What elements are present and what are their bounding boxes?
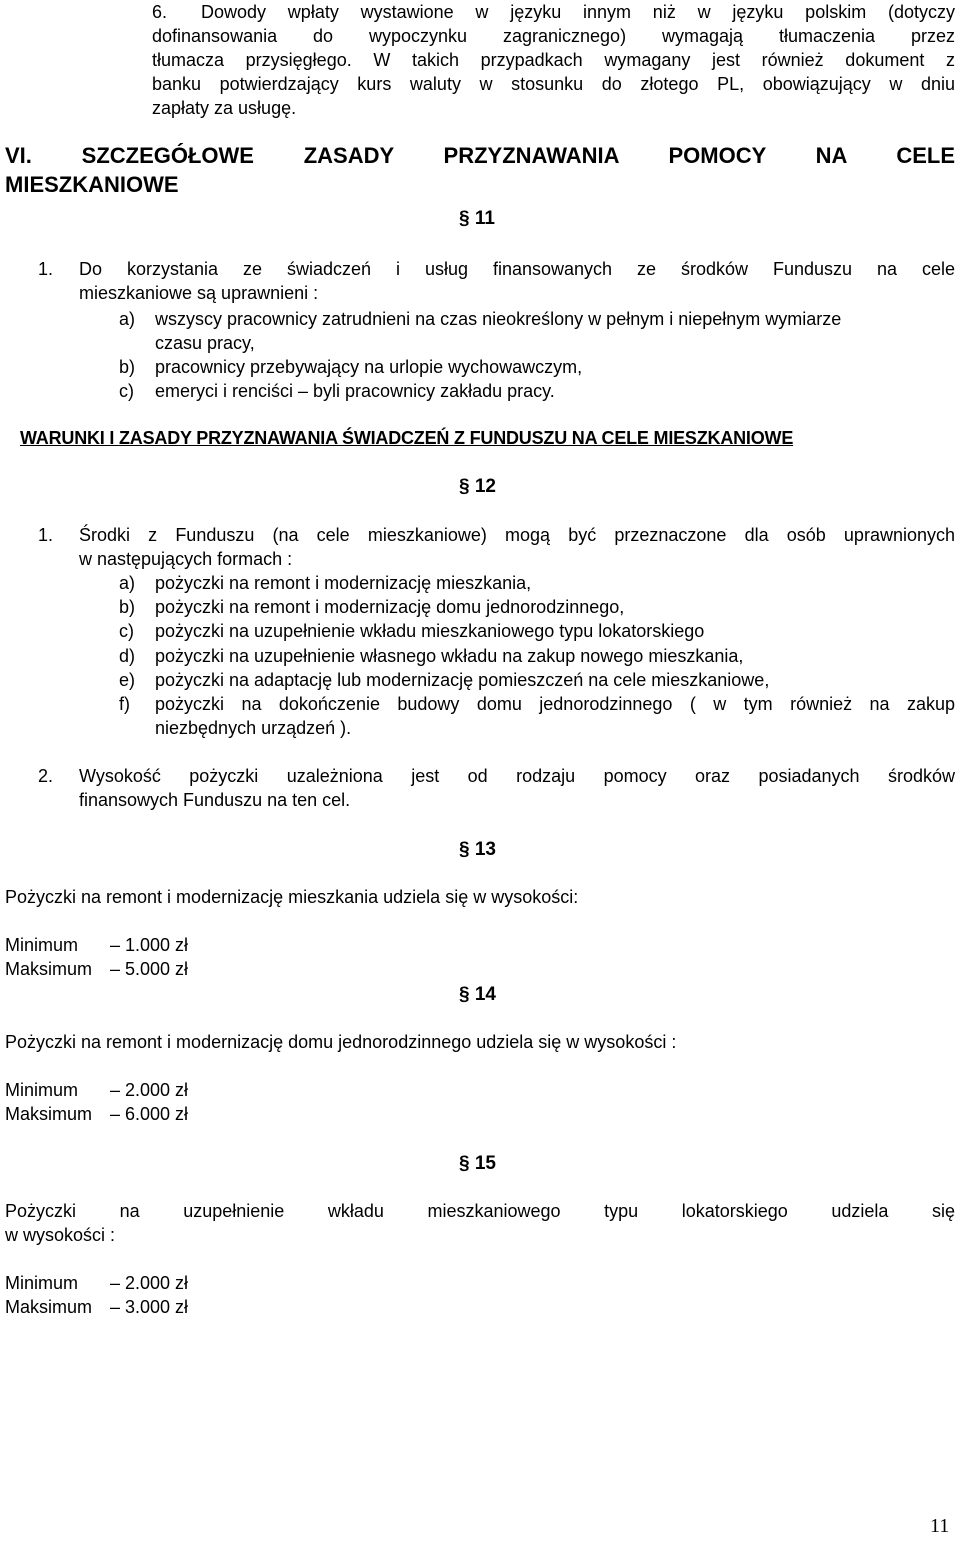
item-6-line: banku potwierdzający kurs waluty w stosunku do złotego PL, obowiązujący w dniu <box>152 74 955 94</box>
par11-item-text: czasu pracy, <box>155 333 255 353</box>
item-6-line: Dowody wpłaty wystawione w języku innym niż w języku polskim (dotyczy <box>201 2 955 22</box>
chapter-heading: VI. SZCZEGÓŁOWE ZASADY PRZYZNAWANIA POMOCY NA CELE <box>5 143 955 168</box>
par12-point2-number: 2. <box>38 766 54 786</box>
item-6-line: zapłaty za usługę. <box>152 98 297 118</box>
par12-item-text: niezbędnych urządzeń ). <box>155 718 352 738</box>
par12-item-text: pożyczki na uzupełnienie własnego wkładu na zakup nowego mieszkania, <box>155 646 744 666</box>
par15-max-value: – 3.000 zł <box>110 1297 189 1317</box>
par15-text: Pożyczki na uzupełnienie wkładu mieszkaniowego typu lokatorskiego udziela się <box>5 1201 955 1221</box>
par12-item-text: pożyczki na uzupełnienie wkładu mieszkaniowego typu lokatorskiego <box>155 621 705 641</box>
par14-max-value: – 6.000 zł <box>110 1104 189 1124</box>
par14-max-label: Maksimum <box>5 1104 93 1124</box>
item-6-line: dofinansowania do wypoczynku zagranicznego) wymagają tłumaczenia przez <box>152 26 955 46</box>
par12-item-letter: c) <box>119 621 134 641</box>
par11-item-text: emeryci i renciści – byli pracownicy zakładu pracy. <box>155 381 555 401</box>
par12-item-letter: d) <box>119 646 136 666</box>
par14-min-label: Minimum <box>5 1080 79 1100</box>
par11-item-letter: c) <box>119 381 134 401</box>
par11-intro: Do korzystania ze świadczeń i usług finansowanych ze środków Funduszu na cele <box>79 259 955 279</box>
par12-item-letter: a) <box>119 573 136 593</box>
item-6-line: tłumacza przysięgłego. W takich przypadkach wymagany jest również dokument z <box>152 50 955 70</box>
section-15-label: § 15 <box>459 1153 496 1174</box>
par13-min-label: Minimum <box>5 935 79 955</box>
par15-max-label: Maksimum <box>5 1297 93 1317</box>
par12-item-text: pożyczki na dokończenie budowy domu jednorodzinnego ( w tym również na zakup <box>155 694 955 714</box>
conditions-heading: WARUNKI I ZASADY PRZYZNAWANIA ŚWIADCZEŃ Z FUNDUSZU NA CELE MIESZKANIOWE <box>20 428 794 448</box>
par12-item-letter: e) <box>119 670 136 690</box>
section-11-label: § 11 <box>459 208 495 229</box>
par12-point2-text: finansowych Funduszu na ten cel. <box>79 790 351 810</box>
par12-point2-text: Wysokość pożyczki uzależniona jest od rodzaju pomocy oraz posiadanych środków <box>79 766 955 786</box>
par13-text: Pożyczki na remont i modernizację mieszkania udziela się w wysokości: <box>5 887 579 907</box>
par11-item-text: wszyscy pracownicy zatrudnieni na czas nieokreślony w pełnym i niepełnym wymiarze <box>155 309 842 329</box>
par12-item-letter: f) <box>119 694 130 714</box>
item-6-number: 6. <box>152 2 168 22</box>
page-number: 11 <box>930 1515 950 1537</box>
par12-point1-text: w następujących formach : <box>79 549 293 569</box>
par13-max-value: – 5.000 zł <box>110 959 189 979</box>
par11-point-number: 1. <box>38 259 54 279</box>
par15-min-label: Minimum <box>5 1273 79 1293</box>
chapter-heading-continued: MIESZKANIOWE <box>5 172 179 197</box>
par12-item-text: pożyczki na remont i modernizację domu jednorodzinnego, <box>155 597 625 617</box>
par12-item-text: pożyczki na remont i modernizację mieszkania, <box>155 573 532 593</box>
section-12-label: § 12 <box>459 476 496 497</box>
section-13-label: § 13 <box>459 839 496 860</box>
par13-max-label: Maksimum <box>5 959 93 979</box>
par11-item-letter: a) <box>119 309 136 329</box>
par14-text: Pożyczki na remont i modernizację domu jednorodzinnego udziela się w wysokości : <box>5 1032 677 1052</box>
section-14-label: § 14 <box>459 984 496 1005</box>
par12-item-text: pożyczki na adaptację lub modernizację pomieszczeń na cele mieszkaniowe, <box>155 670 770 690</box>
par12-item-letter: b) <box>119 597 136 617</box>
par15-min-value: – 2.000 zł <box>110 1273 189 1293</box>
par12-point1-text: Środki z Funduszu (na cele mieszkaniowe) mogą być przeznaczone dla osób uprawnionych <box>79 525 955 545</box>
par12-point1-number: 1. <box>38 525 54 545</box>
par11-item-text: pracownicy przebywający na urlopie wychowawczym, <box>155 357 583 377</box>
par11-item-letter: b) <box>119 357 136 377</box>
par13-min-value: – 1.000 zł <box>110 935 189 955</box>
par14-min-value: – 2.000 zł <box>110 1080 189 1100</box>
par11-intro: mieszkaniowe są uprawnieni : <box>79 283 319 303</box>
par15-text: w wysokości : <box>5 1225 116 1245</box>
